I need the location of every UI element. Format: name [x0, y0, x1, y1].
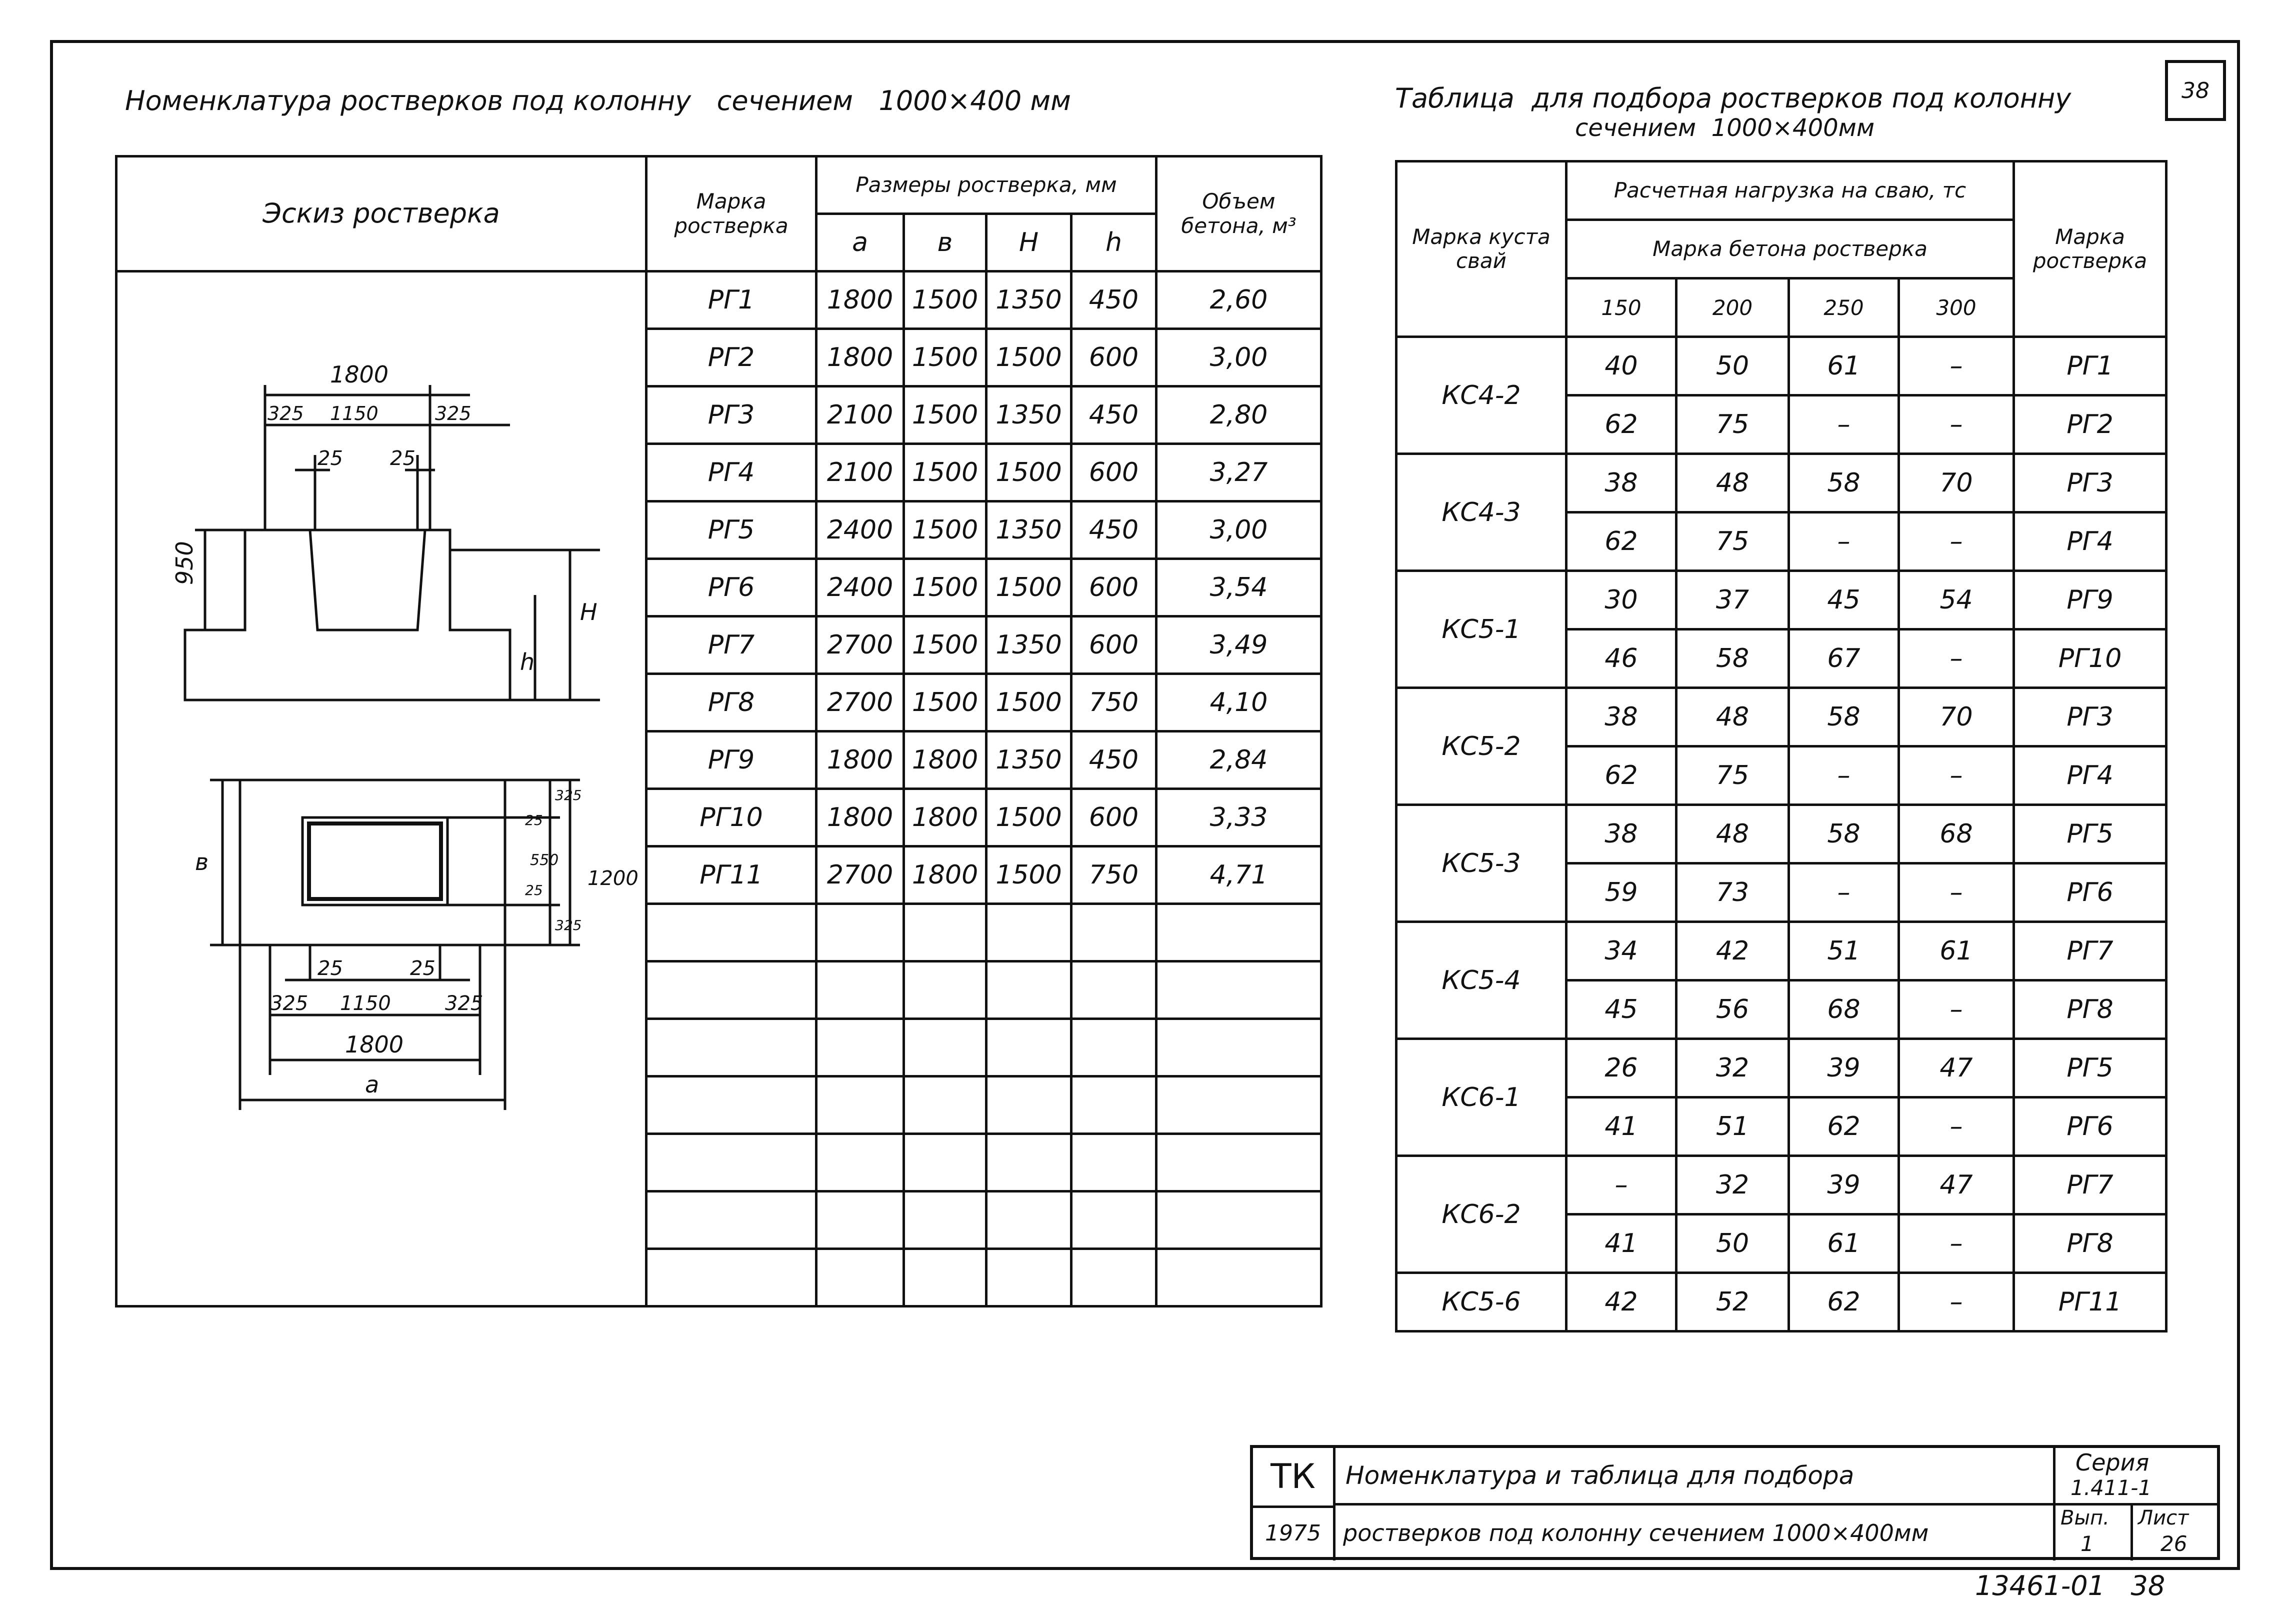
- mark-cell: РГ1: [2014, 337, 2166, 396]
- plan-socket-inner: [309, 824, 441, 899]
- right-title-line2: сечением 1000×400мм: [1575, 114, 1875, 142]
- empty-cell: [646, 962, 816, 1019]
- load-cell: 38: [1566, 688, 1676, 746]
- load-cell: 48: [1676, 805, 1789, 864]
- mark-cell: РГ2: [2014, 396, 2166, 454]
- load-cell: –: [1899, 980, 2014, 1039]
- empty-cell: [816, 1019, 904, 1076]
- empty-cell: [904, 1134, 986, 1192]
- h-cell: 600: [1072, 789, 1156, 846]
- load-cell: 42: [1676, 922, 1789, 980]
- empty-cell: [646, 904, 816, 962]
- b-cell: 1500: [904, 674, 986, 732]
- header-volume: Объем бетона, м³: [1156, 156, 1322, 272]
- load-cell: 58: [1789, 805, 1899, 864]
- load-cell: 61: [1899, 922, 2014, 980]
- empty-cell: [986, 962, 1072, 1019]
- selection-row: [1396, 454, 2166, 512]
- load-cell: 32: [1676, 1156, 1789, 1214]
- title-block: [1250, 1445, 2220, 1560]
- H-cell: 1500: [986, 444, 1072, 502]
- a-cell: 1800: [816, 789, 904, 846]
- h-cell: 600: [1072, 329, 1156, 386]
- a-cell: 1800: [816, 272, 904, 329]
- H-cell: 1350: [986, 502, 1072, 559]
- selection-table: [1395, 160, 2168, 1332]
- stamp-sheet-value: 26: [2160, 1532, 2188, 1556]
- dim-label: 1200: [588, 867, 638, 890]
- mark-cell: РГ4: [2014, 512, 2166, 571]
- mark-cell: РГ8: [2014, 980, 2166, 1039]
- empty-cell: [1156, 1134, 1322, 1192]
- load-cell: 32: [1676, 1039, 1789, 1098]
- load-cell: –: [1899, 1098, 2014, 1156]
- volume-cell: 4,71: [1156, 846, 1322, 904]
- stamp-org: ТК: [1253, 1448, 1336, 1508]
- right-title-line1: Таблица для подбора ростверков под колонну: [1395, 82, 2072, 114]
- grade-200: 200: [1676, 278, 1789, 337]
- load-cell: –: [1899, 864, 2014, 922]
- load-cell: 62: [1566, 512, 1676, 571]
- header-load: Расчетная нагрузка на сваю, тс: [1566, 162, 2014, 220]
- mark-cell: РГ11: [2014, 1273, 2166, 1332]
- grade-300: 300: [1899, 278, 2014, 337]
- empty-cell: [816, 904, 904, 962]
- load-cell: 42: [1566, 1273, 1676, 1332]
- stamp-issue-value: 1: [2080, 1532, 2094, 1556]
- load-cell: –: [1899, 1214, 2014, 1273]
- H-cell: 1350: [986, 732, 1072, 789]
- selection-row: [1396, 688, 2166, 746]
- h-cell: 450: [1072, 502, 1156, 559]
- sub-b: в: [904, 214, 986, 272]
- H-cell: 1500: [986, 674, 1072, 732]
- empty-cell: [904, 904, 986, 962]
- H-cell: 1350: [986, 616, 1072, 674]
- a-cell: 2100: [816, 444, 904, 502]
- empty-cell: [816, 1134, 904, 1192]
- mark-cell: РГ7: [2014, 1156, 2166, 1214]
- stamp-series-cell: [2053, 1448, 2218, 1506]
- load-cell: –: [1899, 630, 2014, 688]
- load-cell: 38: [1566, 454, 1676, 512]
- load-cell: 70: [1899, 454, 2014, 512]
- empty-cell: [1156, 904, 1322, 962]
- selection-row: [1396, 1273, 2166, 1332]
- empty-cell: [1072, 1192, 1156, 1249]
- empty-cell: [646, 1192, 816, 1249]
- b-cell: 1800: [904, 846, 986, 904]
- stamp-series-label: Серия: [2076, 1449, 2150, 1476]
- mark-cell: РГ3: [2014, 454, 2166, 512]
- a-cell: 2100: [816, 386, 904, 444]
- empty-cell: [646, 1076, 816, 1134]
- empty-cell: [816, 1249, 904, 1306]
- dim-label: 550: [530, 852, 559, 869]
- dim-label: a: [365, 1071, 380, 1098]
- load-cell: 52: [1676, 1273, 1789, 1332]
- load-cell: 73: [1676, 864, 1789, 922]
- stamp-year: 1975: [1253, 1506, 1336, 1560]
- cluster-cell: КС6-2: [1396, 1156, 1566, 1273]
- h-cell: 450: [1072, 732, 1156, 789]
- sheet-number-badge: 38: [2165, 60, 2226, 121]
- dim-label: 25: [410, 957, 436, 980]
- empty-cell: [1156, 962, 1322, 1019]
- load-cell: 45: [1789, 571, 1899, 630]
- cluster-cell: КС4-2: [1396, 337, 1566, 454]
- a-cell: 1800: [816, 329, 904, 386]
- sub-h: h: [1072, 214, 1156, 272]
- header-mark: Марка ростверка: [646, 156, 816, 272]
- header-concrete: Марка бетона ростверка: [1566, 220, 2014, 278]
- mark-cell: РГ6: [2014, 1098, 2166, 1156]
- h-cell: 600: [1072, 444, 1156, 502]
- load-cell: 38: [1566, 805, 1676, 864]
- empty-cell: [986, 1192, 1072, 1249]
- empty-cell: [816, 1192, 904, 1249]
- stamp-issue-cell: [2053, 1506, 2133, 1560]
- dim-label: 1150: [330, 402, 378, 424]
- volume-cell: 3,27: [1156, 444, 1322, 502]
- empty-cell: [986, 1134, 1072, 1192]
- load-cell: 58: [1789, 454, 1899, 512]
- b-cell: 1800: [904, 732, 986, 789]
- dim-label: 325: [555, 917, 582, 934]
- sub-H: H: [986, 214, 1072, 272]
- load-cell: 30: [1566, 571, 1676, 630]
- H-cell: 1350: [986, 386, 1072, 444]
- b-cell: 1500: [904, 272, 986, 329]
- mark-cell: РГ1: [646, 272, 816, 329]
- H-cell: 1500: [986, 846, 1072, 904]
- a-cell: 2700: [816, 674, 904, 732]
- mark-cell: РГ3: [2014, 688, 2166, 746]
- dim-label: 25: [525, 882, 543, 898]
- load-cell: 41: [1566, 1214, 1676, 1273]
- load-cell: 37: [1676, 571, 1789, 630]
- load-cell: 26: [1566, 1039, 1676, 1098]
- empty-cell: [986, 904, 1072, 962]
- volume-cell: 2,60: [1156, 272, 1322, 329]
- load-cell: 45: [1566, 980, 1676, 1039]
- mark-cell: РГ6: [646, 559, 816, 616]
- load-cell: 62: [1566, 746, 1676, 805]
- plan-outline: [240, 780, 505, 945]
- b-cell: 1500: [904, 559, 986, 616]
- stamp-sheet-label: Лист: [2138, 1506, 2189, 1530]
- mark-cell: РГ4: [646, 444, 816, 502]
- dim-label: 325: [270, 992, 308, 1015]
- b-cell: 1500: [904, 616, 986, 674]
- empty-cell: [904, 962, 986, 1019]
- left-title: Номенклатура ростверков под колонну сечением 1000×400 мм: [125, 85, 1071, 116]
- dim-label: 25: [525, 812, 543, 828]
- load-cell: –: [1899, 746, 2014, 805]
- mark-cell: РГ8: [646, 674, 816, 732]
- volume-cell: 2,84: [1156, 732, 1322, 789]
- load-cell: 59: [1566, 864, 1676, 922]
- H-cell: 1350: [986, 272, 1072, 329]
- grade-250: 250: [1789, 278, 1899, 337]
- a-cell: 1800: [816, 732, 904, 789]
- load-cell: –: [1899, 512, 2014, 571]
- selection-row: [1396, 1039, 2166, 1098]
- b-cell: 1500: [904, 329, 986, 386]
- load-cell: 34: [1566, 922, 1676, 980]
- volume-cell: 3,33: [1156, 789, 1322, 846]
- header-sketch: Эскиз ростверка: [116, 156, 646, 272]
- empty-cell: [904, 1192, 986, 1249]
- load-cell: 40: [1566, 337, 1676, 396]
- load-cell: 48: [1676, 454, 1789, 512]
- stamp-series-value: 1.411-1: [2070, 1476, 2152, 1500]
- empty-cell: [816, 1076, 904, 1134]
- empty-cell: [986, 1076, 1072, 1134]
- empty-cell: [1156, 1019, 1322, 1076]
- dim-label: 1150: [340, 992, 391, 1015]
- empty-cell: [904, 1249, 986, 1306]
- dim-label: 325: [268, 402, 304, 424]
- mark-cell: РГ6: [2014, 864, 2166, 922]
- stamp-issue-label: Вып.: [2060, 1506, 2110, 1530]
- cluster-cell: КС4-3: [1396, 454, 1566, 571]
- dim-label: 1800: [330, 361, 389, 388]
- dim-label: 1800: [345, 1031, 404, 1058]
- load-cell: –: [1789, 864, 1899, 922]
- bottom-code: 13461-01 38: [1975, 1570, 2166, 1602]
- selection-row: [1396, 337, 2166, 396]
- mark-cell: РГ10: [646, 789, 816, 846]
- load-cell: 75: [1676, 512, 1789, 571]
- load-cell: 51: [1676, 1098, 1789, 1156]
- load-cell: –: [1899, 1273, 2014, 1332]
- load-cell: –: [1899, 396, 2014, 454]
- H-cell: 1500: [986, 329, 1072, 386]
- selection-row: [1396, 1156, 2166, 1214]
- cluster-cell: КС5-2: [1396, 688, 1566, 805]
- dim-label: 25: [390, 447, 416, 470]
- plan-socket-outer: [302, 818, 448, 905]
- load-cell: 54: [1899, 571, 2014, 630]
- a-cell: 2700: [816, 846, 904, 904]
- header-mark: Марка ростверка: [2014, 162, 2166, 337]
- volume-cell: 3,00: [1156, 502, 1322, 559]
- selection-row: [1396, 571, 2166, 630]
- elevation-outline: [185, 530, 510, 700]
- cluster-cell: КС6-1: [1396, 1039, 1566, 1156]
- load-cell: –: [1789, 396, 1899, 454]
- load-cell: 58: [1789, 688, 1899, 746]
- h-cell: 450: [1072, 272, 1156, 329]
- stamp-sheet-cell: [2133, 1506, 2218, 1560]
- dim-label: H: [580, 598, 598, 626]
- footing-sketch: [120, 270, 638, 1170]
- empty-cell: [1072, 962, 1156, 1019]
- empty-cell: [646, 1249, 816, 1306]
- empty-cell: [1072, 1249, 1156, 1306]
- mark-cell: РГ9: [2014, 571, 2166, 630]
- mark-cell: РГ3: [646, 386, 816, 444]
- mark-cell: РГ10: [2014, 630, 2166, 688]
- dim-label: 25: [318, 447, 343, 470]
- load-cell: 51: [1789, 922, 1899, 980]
- mark-cell: РГ7: [646, 616, 816, 674]
- mark-cell: РГ8: [2014, 1214, 2166, 1273]
- load-cell: 47: [1899, 1156, 2014, 1214]
- mark-cell: РГ9: [646, 732, 816, 789]
- mark-cell: РГ7: [2014, 922, 2166, 980]
- load-cell: 39: [1789, 1156, 1899, 1214]
- mark-cell: РГ11: [646, 846, 816, 904]
- volume-cell: 4,10: [1156, 674, 1322, 732]
- empty-cell: [1072, 904, 1156, 962]
- h-cell: 600: [1072, 616, 1156, 674]
- dim-label: 25: [318, 957, 343, 980]
- empty-cell: [904, 1076, 986, 1134]
- empty-cell: [1072, 1134, 1156, 1192]
- dim-label: 325: [555, 787, 582, 804]
- b-cell: 1500: [904, 444, 986, 502]
- empty-cell: [816, 962, 904, 1019]
- empty-cell: [646, 1019, 816, 1076]
- empty-cell: [646, 1134, 816, 1192]
- a-cell: 2700: [816, 616, 904, 674]
- load-cell: 46: [1566, 630, 1676, 688]
- load-cell: 61: [1789, 337, 1899, 396]
- b-cell: 1800: [904, 789, 986, 846]
- load-cell: –: [1789, 746, 1899, 805]
- stamp-title-line1: Номенклатура и таблица для подбора: [1336, 1448, 2056, 1506]
- empty-cell: [1072, 1019, 1156, 1076]
- empty-cell: [904, 1019, 986, 1076]
- load-cell: 56: [1676, 980, 1789, 1039]
- empty-cell: [1156, 1076, 1322, 1134]
- load-cell: –: [1789, 512, 1899, 571]
- grade-150: 150: [1566, 278, 1676, 337]
- cluster-cell: КС5-6: [1396, 1273, 1566, 1332]
- empty-cell: [1072, 1076, 1156, 1134]
- H-cell: 1500: [986, 789, 1072, 846]
- load-cell: 75: [1676, 746, 1789, 805]
- cluster-cell: КС5-3: [1396, 805, 1566, 922]
- empty-cell: [986, 1019, 1072, 1076]
- load-cell: 48: [1676, 688, 1789, 746]
- selection-row: [1396, 805, 2166, 864]
- load-cell: 75: [1676, 396, 1789, 454]
- load-cell: 68: [1899, 805, 2014, 864]
- dim-label: 950: [171, 541, 198, 585]
- load-cell: 62: [1789, 1098, 1899, 1156]
- H-cell: 1500: [986, 559, 1072, 616]
- load-cell: –: [1566, 1156, 1676, 1214]
- load-cell: –: [1899, 337, 2014, 396]
- mark-cell: РГ2: [646, 329, 816, 386]
- load-cell: 41: [1566, 1098, 1676, 1156]
- load-cell: 47: [1899, 1039, 2014, 1098]
- selection-row: [1396, 922, 2166, 980]
- load-cell: 62: [1566, 396, 1676, 454]
- dim-label: h: [520, 648, 535, 676]
- empty-cell: [986, 1249, 1072, 1306]
- load-cell: 50: [1676, 1214, 1789, 1273]
- h-cell: 750: [1072, 674, 1156, 732]
- volume-cell: 3,49: [1156, 616, 1322, 674]
- h-cell: 450: [1072, 386, 1156, 444]
- dim-label: 325: [435, 402, 472, 424]
- dim-label: 325: [445, 992, 484, 1015]
- load-cell: 61: [1789, 1214, 1899, 1273]
- stamp-title-line2: ростверков под колонну сечением 1000×400мм: [1343, 1520, 1929, 1546]
- mark-cell: РГ4: [2014, 746, 2166, 805]
- a-cell: 2400: [816, 502, 904, 559]
- mark-cell: РГ5: [646, 502, 816, 559]
- mark-cell: РГ5: [2014, 1039, 2166, 1098]
- load-cell: 39: [1789, 1039, 1899, 1098]
- header-dims: Размеры ростверка, мм: [816, 156, 1156, 214]
- b-cell: 1500: [904, 502, 986, 559]
- load-cell: 70: [1899, 688, 2014, 746]
- socket-outline: [310, 530, 425, 630]
- h-cell: 600: [1072, 559, 1156, 616]
- cluster-cell: КС5-1: [1396, 571, 1566, 688]
- b-cell: 1500: [904, 386, 986, 444]
- empty-cell: [1156, 1249, 1322, 1306]
- dim-label: в: [195, 848, 209, 876]
- empty-cell: [1156, 1192, 1322, 1249]
- volume-cell: 2,80: [1156, 386, 1322, 444]
- load-cell: 62: [1789, 1273, 1899, 1332]
- load-cell: 68: [1789, 980, 1899, 1039]
- load-cell: 67: [1789, 630, 1899, 688]
- volume-cell: 3,54: [1156, 559, 1322, 616]
- sub-a: a: [816, 214, 904, 272]
- volume-cell: 3,00: [1156, 329, 1322, 386]
- a-cell: 2400: [816, 559, 904, 616]
- header-cluster: Марка куста свай: [1396, 162, 1566, 337]
- h-cell: 750: [1072, 846, 1156, 904]
- load-cell: 50: [1676, 337, 1789, 396]
- cluster-cell: КС5-4: [1396, 922, 1566, 1039]
- mark-cell: РГ5: [2014, 805, 2166, 864]
- load-cell: 58: [1676, 630, 1789, 688]
